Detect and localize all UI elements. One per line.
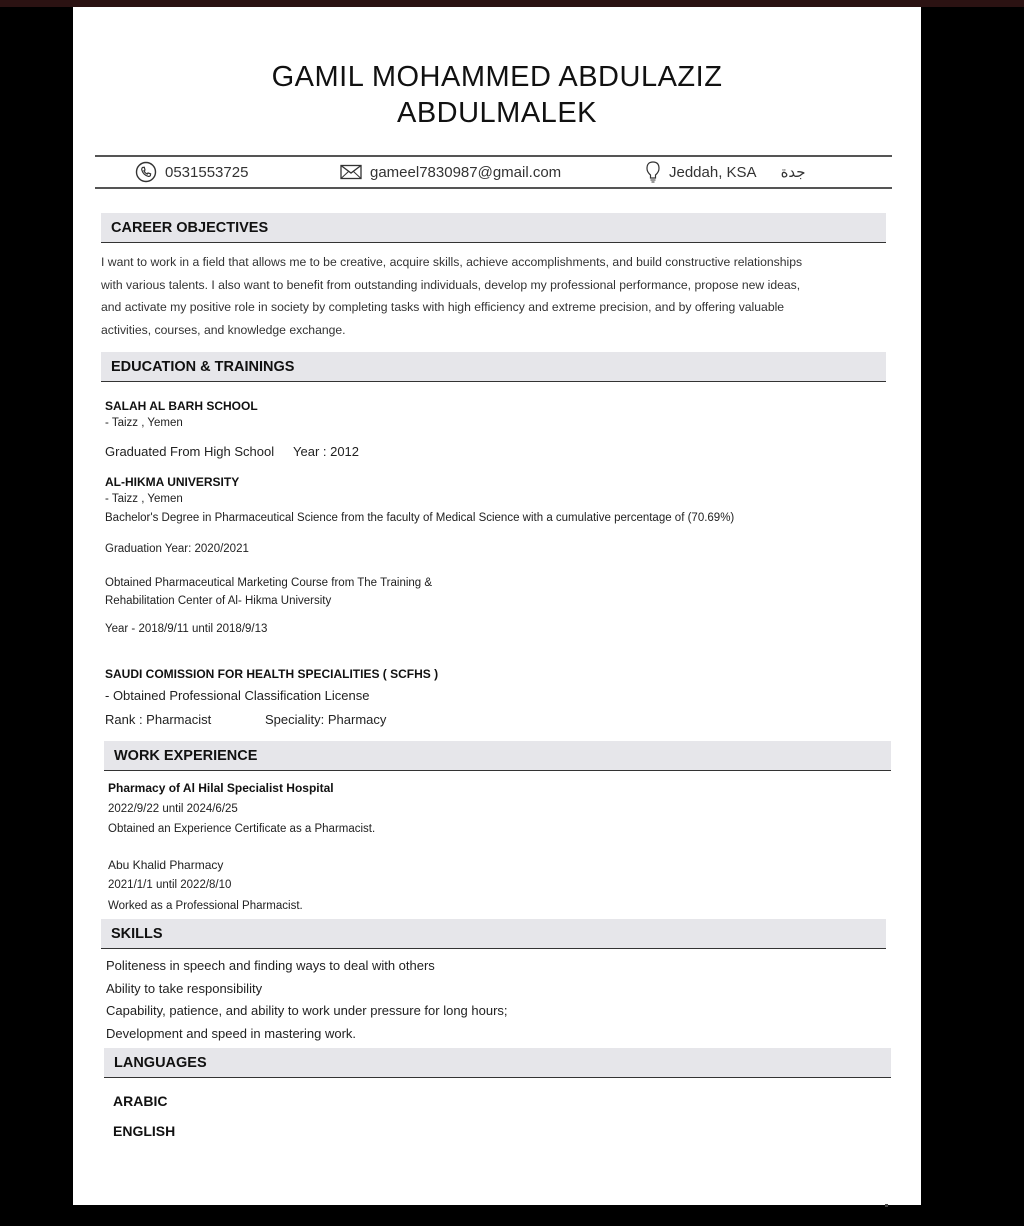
job1-dates: 2022/9/22 until 2024/6/25: [108, 803, 238, 815]
name-line-2: ABDULMALEK: [396, 97, 597, 129]
contact-email: [340, 157, 561, 187]
school2-degree: Bachelor's Degree in Pharmaceutical Science from the faculty of Medical Science with a cumulative percentage of (70.69%): [105, 512, 735, 524]
career-objectives-heading: CAREER OBJECTIVES: [101, 213, 886, 243]
skill-item: Ability to take responsibility: [106, 981, 263, 996]
career-objectives-text: [101, 251, 891, 341]
contact-phone: [135, 157, 248, 187]
school1-year: Year : 2012: [293, 444, 360, 459]
job1-title: Pharmacy of Al Hilal Specialist Hospital: [108, 781, 334, 795]
career-line: activities, courses, and knowledge exchange.: [101, 322, 346, 337]
candidate-name: [73, 59, 921, 131]
resume-page: [73, 7, 921, 1205]
email-address: gameel7830987@gmail.com: [370, 163, 562, 181]
contact-bar: [95, 155, 892, 189]
school1-detail: Graduated From High School: [105, 444, 275, 459]
location-pin-icon: [645, 160, 661, 184]
career-line: and activate my positive role in society by completing tasks with high efficiency and extreme precision, and by offering valuable: [101, 300, 785, 314]
language-item: ARABIC: [113, 1093, 168, 1109]
scfhs-speciality: Speciality: Pharmacy: [265, 712, 387, 727]
job1-description: Obtained an Experience Certificate as a Pharmacist.: [108, 823, 376, 835]
skill-item: Development and speed in mastering work.: [106, 1026, 357, 1041]
skill-item: Capability, patience, and ability to work under pressure for long hours;: [106, 1003, 508, 1018]
job2-title: Abu Khalid Pharmacy: [108, 858, 224, 872]
name-line-1: GAMIL MOHAMMED ABDULAZIZ: [271, 61, 723, 93]
course-year: Year - 2018/9/11 until 2018/9/13: [105, 623, 268, 635]
languages-heading: LANGUAGES: [104, 1048, 891, 1078]
scfhs-rank: Rank : Pharmacist: [105, 712, 212, 727]
phone-number: 0531553725: [165, 163, 249, 181]
skills-heading: SKILLS: [101, 919, 886, 949]
scfhs-detail: - Obtained Professional Classification License: [105, 688, 370, 703]
job2-dates: 2021/1/1 until 2022/8/10: [108, 879, 232, 891]
location-arabic: جدة: [780, 164, 806, 181]
language-item: ENGLISH: [113, 1123, 176, 1139]
mail-icon: [340, 164, 362, 180]
location-text: Jeddah, KSA: [669, 163, 757, 181]
course-line-1: Obtained Pharmaceutical Marketing Course from The Training &: [105, 577, 433, 589]
school1-location: - Taizz , Yemen: [105, 417, 183, 429]
page-mark: [885, 1204, 888, 1207]
course-line-2: Rehabilitation Center of Al- Hikma University: [105, 595, 332, 607]
viewer-top-bar: [0, 0, 1024, 7]
contact-location: [645, 157, 806, 187]
job2-description: Worked as a Professional Pharmacist.: [108, 900, 303, 912]
education-heading: EDUCATION & TRAININGS: [101, 352, 886, 382]
career-line: with various talents. I also want to benefit from outstanding individuals, develop my professional performance, propose new ideas,: [101, 277, 801, 292]
scfhs-name: SAUDI COMISSION FOR HEALTH SPECIALITIES ( SCFHS ): [105, 667, 439, 681]
school2-location: - Taizz , Yemen: [105, 493, 183, 505]
phone-icon: [135, 161, 157, 183]
school1-name: SALAH AL BARH SCHOOL: [105, 399, 258, 413]
school2-name: AL-HIKMA UNIVERSITY: [105, 475, 240, 489]
skill-item: Politeness in speech and finding ways to deal with others: [106, 958, 435, 973]
career-line: I want to work in a field that allows me to be creative, acquire skills, achieve accomplishments, and build constructive relationships: [101, 255, 803, 269]
school2-graduation: Graduation Year: 2020/2021: [105, 543, 249, 555]
work-experience-heading: WORK EXPERIENCE: [104, 741, 891, 771]
